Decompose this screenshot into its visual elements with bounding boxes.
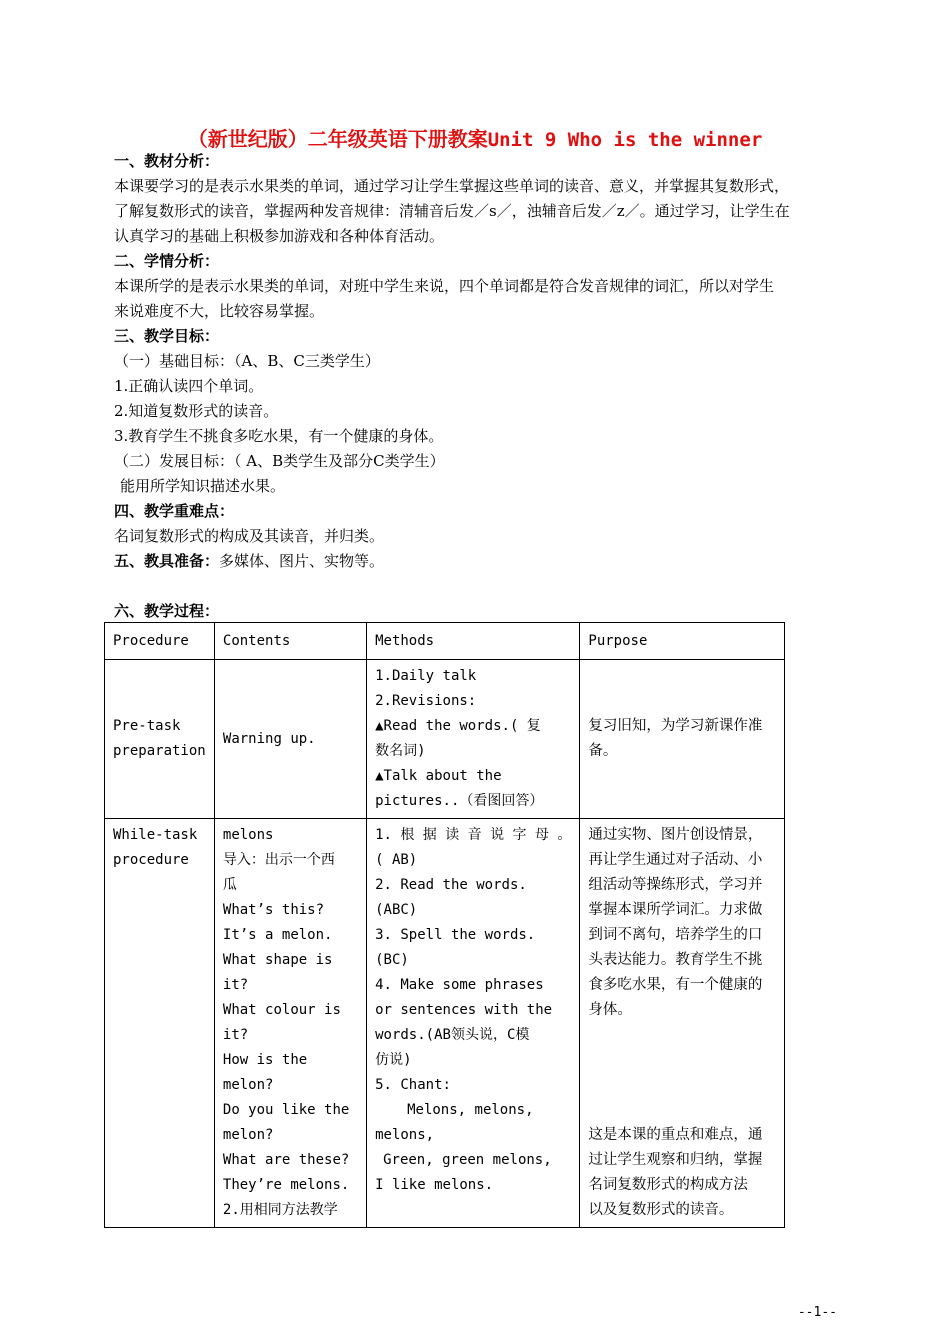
heading-teaching-aids: 五、教具准备： xyxy=(114,552,220,570)
goal-line: 1.正确认读四个单词。 xyxy=(114,377,264,395)
cell-line: 5. Chant: xyxy=(375,1077,451,1093)
heading-learner-analysis: 二、学情分析： xyxy=(114,252,220,270)
document-title xyxy=(0,123,950,152)
cell-line: 仿说) xyxy=(375,1052,412,1068)
header-methods: Methods xyxy=(367,623,580,660)
cell-line: Do you like the xyxy=(222,1102,350,1118)
cell-purpose xyxy=(580,819,785,1228)
cell-line: 备。 xyxy=(588,743,618,759)
title-en: Unit 9 Who is the winner xyxy=(487,129,763,151)
cell-line: I like melons. xyxy=(375,1177,494,1193)
cell-line: What shape is xyxy=(222,952,333,968)
table-header-row xyxy=(105,623,785,660)
cell-line: 食多吃水果，有一个健康的 xyxy=(588,977,763,993)
cell-line: words.(AB领头说，C模 xyxy=(375,1027,530,1043)
paragraph-line: 本课所学的是表示水果类的单词，对班中学生来说，四个单词都是符合发音规律的词汇，所以对学生 xyxy=(114,277,775,295)
goal-line: 2.知道复数形式的读音。 xyxy=(114,402,279,420)
goal-line: 能用所学知识描述水果。 xyxy=(120,477,286,495)
cell-line: 名词复数形式的构成方法 xyxy=(588,1177,748,1193)
cell-line: 1.Daily talk xyxy=(375,668,477,684)
cell-line: What colour is xyxy=(222,1002,341,1018)
section-teaching-goals xyxy=(114,324,844,499)
cell-line: How is the xyxy=(222,1052,308,1068)
goal-line: （二）发展目标：（ A、B类学生及部分C类学生） xyxy=(114,452,445,470)
cell-line: 2. Read the words. xyxy=(375,877,527,893)
cell-line: melon? xyxy=(222,1077,274,1093)
cell-line: procedure xyxy=(113,852,189,868)
cell-line: or sentences with the xyxy=(375,1002,553,1018)
goal-line: （一）基础目标：（A、B、C三类学生） xyxy=(114,352,380,370)
teaching-aids-line xyxy=(114,549,844,574)
paragraph-line: 了解复数形式的读音，掌握两种发音规律：清辅音后发／s／，浊辅音后发／z／。通过学习，让学生在 xyxy=(114,202,790,220)
cell-line: (ABC) xyxy=(375,902,418,918)
cell-line: 通过实物、图片创设情景， xyxy=(588,827,763,843)
section-key-points xyxy=(114,499,844,574)
cell-line: 1. 根 据 读 音 说 字 母 。 xyxy=(375,827,572,843)
paragraph-line: 来说难度不大，比较容易掌握。 xyxy=(114,302,325,320)
cell-line: ▲Read the words.( 复 xyxy=(375,718,541,734)
header-contents: Contents xyxy=(214,623,366,660)
cell-line: 以及复数形式的读音。 xyxy=(588,1202,734,1218)
cell-line: 再让学生通过对子活动、小 xyxy=(588,852,763,868)
cell-line: 过让学生观察和归纳，掌握 xyxy=(588,1152,763,1168)
cell-line: 掌握本课所学词汇。力求做 xyxy=(588,902,763,918)
key-points-text: 名词复数形式的构成及其读音，并归类。 xyxy=(114,527,385,545)
cell-contents xyxy=(214,819,366,1228)
cell-line: They’re melons. xyxy=(222,1177,350,1193)
heading-key-points: 四、教学重难点： xyxy=(114,502,235,520)
heading-teaching-goals: 三、教学目标： xyxy=(114,327,220,345)
cell-line: Green, green melons, xyxy=(383,1152,552,1168)
cell-line: ( AB) xyxy=(375,852,418,868)
cell-line: What’s this? xyxy=(222,902,325,918)
cell-line: ▲Talk about the xyxy=(375,768,502,784)
procedure-table xyxy=(104,622,785,1228)
cell-line: Melons, melons, xyxy=(407,1102,534,1118)
paragraph-line: 本课要学习的是表示水果类的单词，通过学习让学生掌握这些单词的读音、意义，并掌握其复数形式， xyxy=(114,177,790,195)
title-cn: （新世纪版）二年级英语下册教案 xyxy=(187,127,488,151)
header-purpose: Purpose xyxy=(580,623,785,660)
cell-line: While-task xyxy=(113,827,198,843)
cell-line: preparation xyxy=(113,743,206,759)
cell-line: 数名词) xyxy=(375,743,426,759)
cell-line: it? xyxy=(222,1027,249,1043)
section-material-analysis xyxy=(114,149,844,249)
cell-methods xyxy=(367,660,580,819)
cell-line: 2.用相同方法教学 xyxy=(222,1202,338,1218)
cell-line: 瓜 xyxy=(222,877,237,893)
header-procedure: Procedure xyxy=(105,623,215,660)
cell-purpose xyxy=(580,660,785,819)
cell-line: 复习旧知，为学习新课作准 xyxy=(588,718,763,734)
cell-line: 身体。 xyxy=(588,1002,632,1018)
section-learner-analysis xyxy=(114,249,844,324)
cell-line: melons, xyxy=(375,1127,435,1143)
table-row xyxy=(105,660,785,819)
cell-procedure xyxy=(105,660,215,819)
heading-material-analysis: 一、教材分析： xyxy=(114,152,220,170)
cell-line: 组活动等操练形式，学习并 xyxy=(588,877,763,893)
cell-line: (BC) xyxy=(375,952,409,968)
cell-line: pictures..（看图回答） xyxy=(375,793,544,809)
cell-line: melons xyxy=(222,827,274,843)
cell-line: it? xyxy=(222,977,249,993)
section-teaching-process xyxy=(114,599,844,624)
goal-line: 3.教育学生不挑食多吃水果，有一个健康的身体。 xyxy=(114,427,444,445)
teaching-aids-text: 多媒体、图片、实物等。 xyxy=(219,552,385,570)
cell-procedure xyxy=(105,819,215,1228)
cell-line: 到词不离句，培养学生的口 xyxy=(588,927,763,943)
cell-line: 导入：出示一个西 xyxy=(222,852,335,868)
table-row xyxy=(105,819,785,1228)
paragraph-line: 认真学习的基础上积极参加游戏和各种体育活动。 xyxy=(114,227,445,245)
page-number: --1-- xyxy=(797,1305,837,1320)
cell-line: 4. Make some phrases xyxy=(375,977,544,993)
cell-line: 头表达能力。教育学生不挑 xyxy=(588,952,763,968)
cell-line: 3. Spell the words. xyxy=(375,927,536,943)
cell-line: It’s a melon. xyxy=(222,927,333,943)
cell-contents: Warning up. xyxy=(214,660,366,819)
cell-line: What are these? xyxy=(222,1152,350,1168)
cell-line: Pre-task xyxy=(113,718,181,734)
heading-teaching-process: 六、教学过程： xyxy=(114,602,220,620)
cell-line: 2.Revisions: xyxy=(375,693,477,709)
cell-methods xyxy=(367,819,580,1228)
cell-line: 这是本课的重点和难点，通 xyxy=(588,1127,763,1143)
cell-line: melon? xyxy=(222,1127,274,1143)
